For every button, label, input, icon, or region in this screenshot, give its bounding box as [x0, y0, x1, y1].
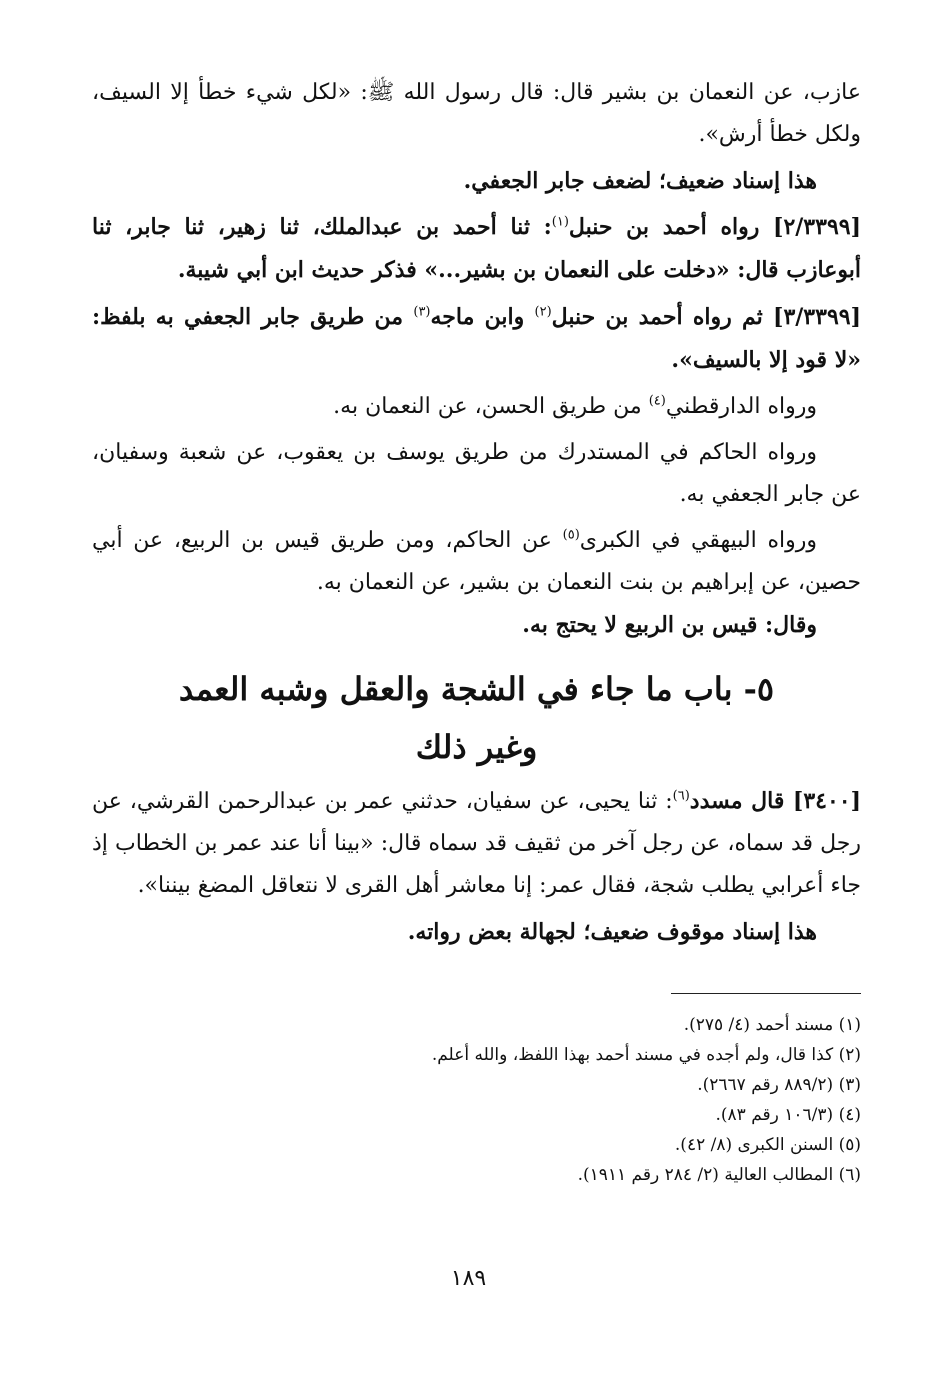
footnote-6: (٦) المطالب العالية (٢/ ٢٨٤ رقم ١٩١١).: [577, 1165, 861, 1185]
page-number: ١٨٩: [450, 1266, 487, 1291]
footnote-ref-1[interactable]: (١): [551, 214, 569, 230]
chapter-heading-line2: وغير ذلك: [415, 728, 538, 766]
text-span: عن الحاكم، ومن طريق قيس بن الربيع، عن أبي حصين، عن إبراهيم بن بنت النعمان بن بشير، عن النعمان به.: [92, 528, 861, 595]
text-span: ورواه البيهقي في الكبرى: [579, 528, 817, 553]
narration-text: من طريق جابر الجعفي به بلفظ: «لا قود إلا بالسيف».: [92, 304, 861, 373]
paragraph-grading-3400: هذا إسناد موقوف ضعيف؛ لجهالة بعض رواته.: [407, 919, 817, 945]
paragraph-narration-3400: [92, 780, 861, 907]
paragraph-bayhaqi: [92, 520, 861, 604]
footnote-2: (٢) كذا قال، ولم أجده في مسند أحمد بهذا اللفظ، والله أعلم.: [431, 1045, 861, 1065]
text-span: ورواه الدارقطني: [665, 394, 817, 419]
footnotes-section: [92, 1010, 861, 1190]
narration-number: [٣/٣٣٩٩] ثم رواه أحمد بن حنبل: [551, 304, 861, 330]
paragraph-hadith-text: عازب، عن النعمان بن بشير قال: قال رسول الله ﷺ: «لكل شيء خطأ إلا السيف، ولكل خطأ أرش».: [92, 80, 861, 147]
footnote-3: (٣) (٨٨٩/٢ رقم ٢٦٦٧).: [697, 1075, 861, 1095]
footnote-ref-4[interactable]: (٤): [648, 393, 666, 409]
footnote-ref-5[interactable]: (٥): [562, 527, 580, 543]
footnote-1: (١) مسند أحمد (٤/ ٢٧٥).: [683, 1015, 861, 1035]
footnote-ref-6[interactable]: (٦): [672, 788, 690, 804]
paragraph-narration-3-3399: [92, 296, 861, 382]
footnote-separator: [671, 993, 861, 994]
paragraph-daraqutni: [92, 386, 861, 428]
narration-number: [٣٤٠٠] قال مسدد: [689, 788, 861, 814]
footnote-5: (٥) السنن الكبرى (٨/ ٤٢).: [674, 1135, 861, 1155]
chapter-heading: [92, 660, 861, 776]
paragraph-narration-2-3399: [92, 206, 861, 292]
chapter-heading-line1: ٥- باب ما جاء في الشجة والعقل وشبه العمد: [178, 670, 775, 708]
footnote-4: (٤) (١٠٦/٣ رقم ٨٣).: [715, 1105, 861, 1125]
footnote-ref-3[interactable]: (٣): [413, 304, 431, 320]
narration-number: [٢/٣٣٩٩] رواه أحمد بن حنبل: [568, 214, 861, 240]
paragraph-grading: هذا إسناد ضعيف؛ لضعف جابر الجعفي.: [463, 168, 817, 194]
narration-text: وابن ماجه: [430, 304, 535, 330]
narration-text: : ثنا يحيى، عن سفيان، حدثني عمر بن عبدالرحمن القرشي، عن رجل قد سماه، عن رجل آخر من ثقيف قد سماه قال: «بينا أنا عند عمر بن الخطاب إذ جاء أعرابي يطلب شجة، فقال عمر: إنا معاشر أهل القرى لا نتعاقل المضغ بيننا».: [92, 789, 861, 898]
paragraph-hakim: ورواه الحاكم في المستدرك من طريق يوسف بن يعقوب، عن شعبة وسفيان، عن جابر الجعفي به.: [92, 440, 861, 507]
footnote-ref-2[interactable]: (٢): [534, 304, 552, 320]
narration-chain: : ثنا أحمد بن عبدالملك، ثنا زهير، ثنا جابر، ثنا أبوعازب قال: «دخلت على النعمان بن بشير...» فذكر حديث ابن أبي شيبة.: [92, 214, 861, 283]
text-span: من طريق الحسن، عن النعمان به.: [333, 394, 649, 419]
paragraph-comment: وقال: قيس بن الربيع لا يحتج به.: [522, 612, 817, 638]
